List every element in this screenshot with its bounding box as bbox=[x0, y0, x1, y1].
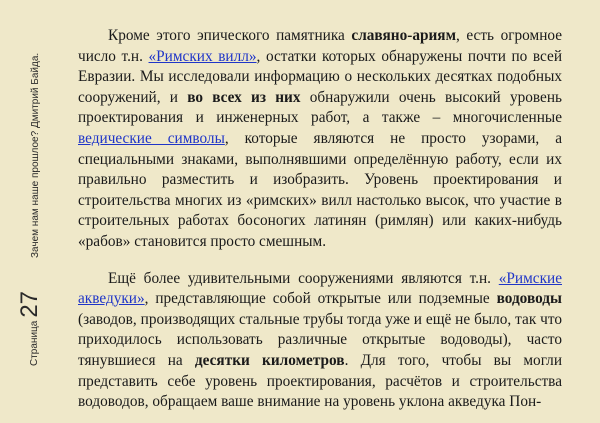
page-label bbox=[18, 291, 42, 366]
book-title: Зачем нам наше прошлое? Дмитрий Байда. bbox=[30, 52, 41, 258]
p1-bold-1: славяно-ариям bbox=[351, 27, 456, 44]
paragraph-2 bbox=[78, 269, 562, 413]
page-sidebar bbox=[0, 0, 44, 423]
link-roman-villas[interactable]: «Римских вилл» bbox=[148, 47, 257, 65]
p2-text-1: Ещё более удивительными сооружениями являются т.н. bbox=[108, 269, 499, 287]
p2-bold-2: десятки километров bbox=[194, 351, 345, 369]
p1-text-3: , остатки которых обнаружены почти по всей Евразии. Мы исследовали информацию о нескольких десятках подобных сооружений, и bbox=[78, 47, 563, 106]
p1-text-5: , которые являются не просто узорами, а специальными знаками, выполнявшими определённую работу, если их правильно разместить и изобразить. Уровень проектирования и строительства многих из «римских» вилл настолько высок, что участие в строительных работах босоногих латинян (римлян) или каких-нибудь «рабов» становится просто смешным. bbox=[78, 129, 562, 250]
p1-text-1: Кроме этого эпического памятника bbox=[108, 27, 352, 44]
p2-text-3: (заводов, производящих стальные трубы тогда уже и ещё не было, так что приходилось использовать различные открытые водоводы), часто тянувшиеся на bbox=[78, 310, 562, 369]
p2-text-2: , представляющие собой открытые или подземные bbox=[144, 290, 497, 308]
p2-text-4: . Для того, чтобы вы могли представить себе уровень проектирования, расчётов и строительства водоводов, обращаем ваше внимание на уровень уклона акведука Пон- bbox=[78, 351, 563, 411]
p1-text-4: обнаружили очень высокий уровень проектирования и инженерных работ, а также – многочисленные bbox=[78, 88, 562, 127]
p1-text-2: , есть огромное число т.н. bbox=[78, 27, 563, 65]
page-number: 27 bbox=[16, 290, 43, 318]
page-word: Страница bbox=[29, 320, 40, 366]
page-body bbox=[78, 26, 562, 413]
p2-bold-1: водоводы bbox=[496, 290, 562, 308]
link-roman-aqueducts[interactable]: «Римские акведуки» bbox=[78, 269, 562, 308]
p1-bold-2: во всех из них bbox=[187, 88, 301, 106]
link-vedic-symbols[interactable]: ведические символы bbox=[78, 129, 225, 147]
paragraph-1 bbox=[78, 26, 562, 253]
